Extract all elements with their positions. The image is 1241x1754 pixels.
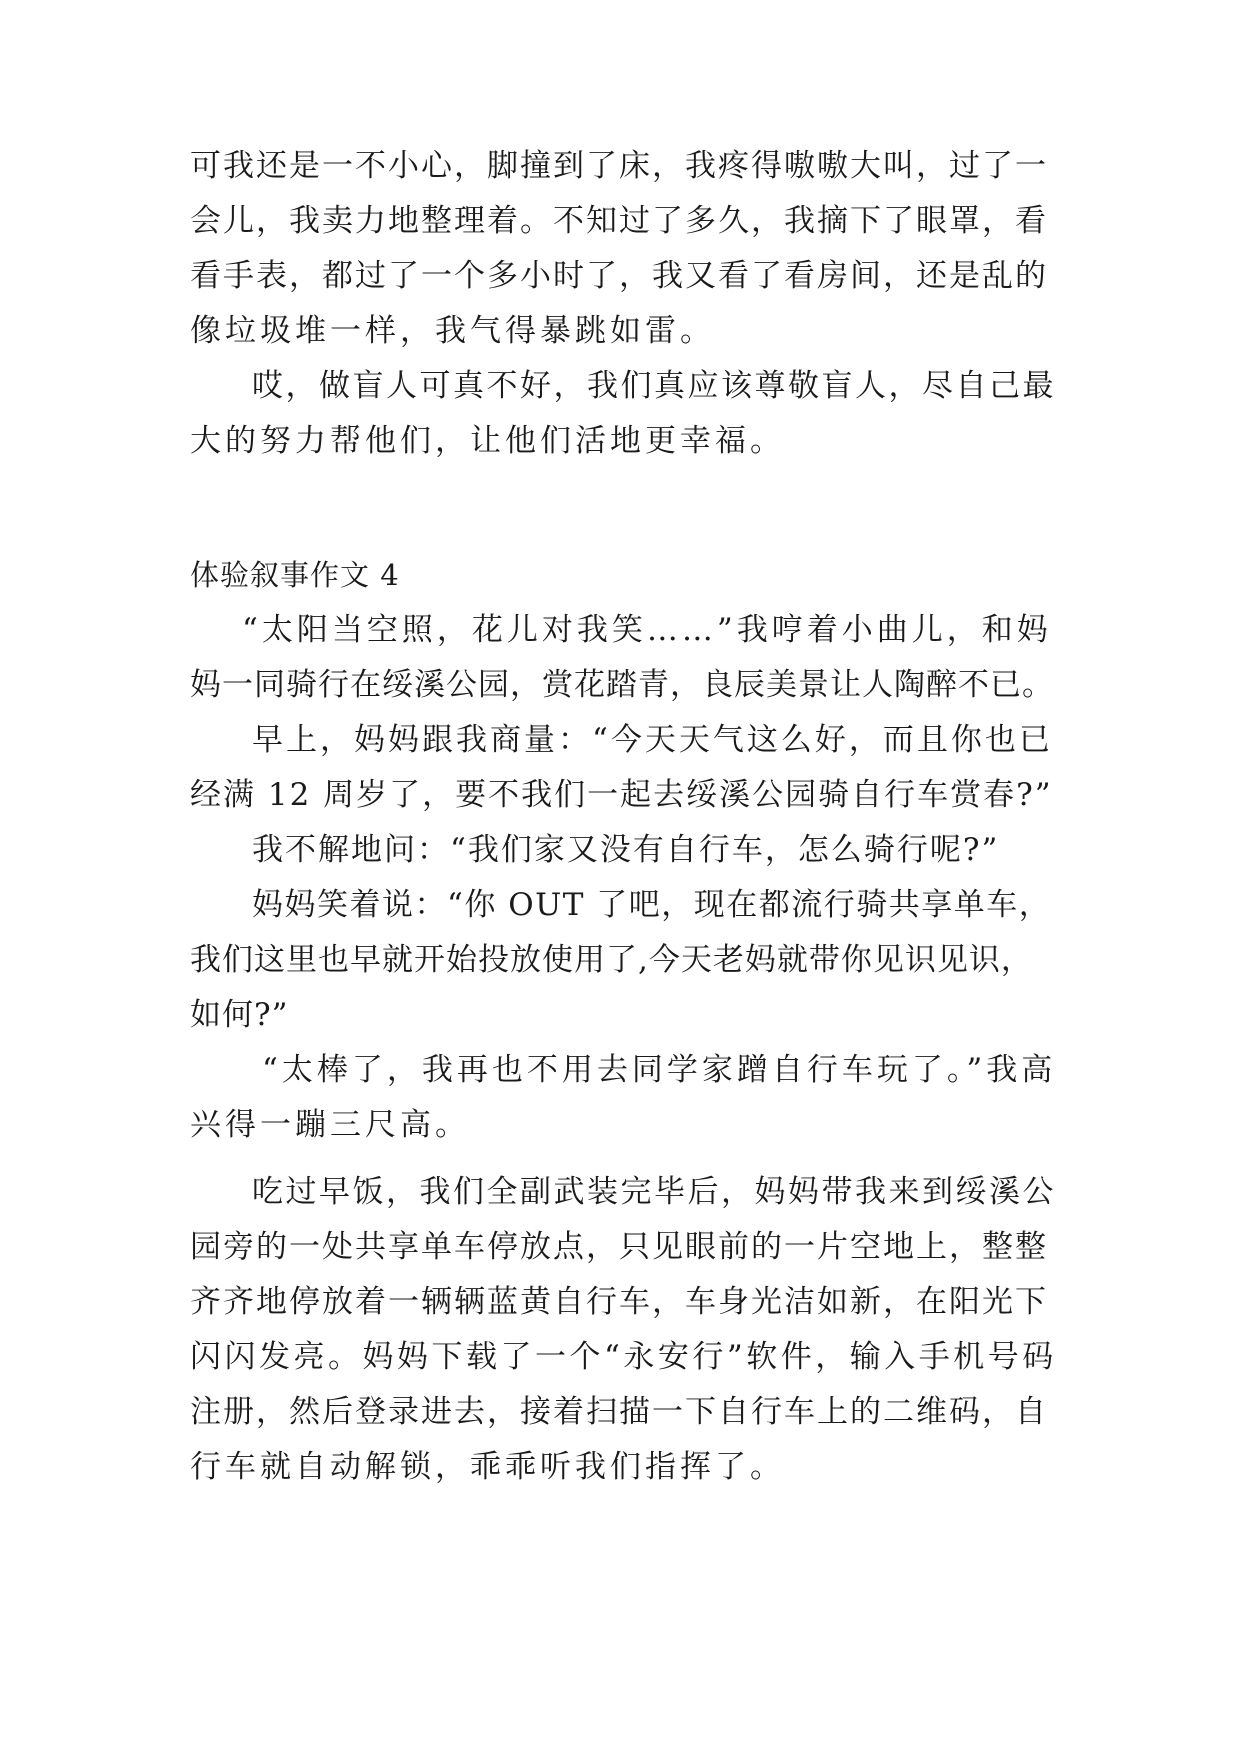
paragraph-line: 早上，妈妈跟我商量：“今天天气这么好，而且你也已 — [252, 722, 1053, 758]
paragraph-line: 妈一同骑行在绥溪公园，赏花踏青，良辰美景让人陶醉不已。 — [190, 667, 1054, 703]
paragraph-line: 可我还是一不小心，脚撞到了床，我疼得嗷嗷大叫，过了一 — [190, 148, 1048, 184]
paragraph-line: 注册，然后登录进去，接着扫描一下自行车上的二维码，自 — [190, 1394, 1048, 1430]
paragraph-line: 大的努力帮他们，让他们活地更幸福。 — [190, 423, 785, 459]
paragraph-line: “太阳当空照，花儿对我笑……”我哼着小曲儿，和妈 — [242, 612, 1052, 648]
paragraph-line: 闪闪发亮。妈妈下载了一个“永安行”软件，输入手机号码 — [190, 1339, 1057, 1375]
paragraph-line: 看手表，都过了一个多小时了，我又看了看房间，还是乱的 — [190, 258, 1048, 294]
paragraph-line: 哎，做盲人可真不好，我们真应该尊敬盲人，尽自己最 — [252, 368, 1056, 404]
paragraph-line: 我不解地问：“我们家又没有自行车，怎么骑行呢?” — [252, 832, 1000, 868]
section-title: 体验叙事作文 4 — [190, 558, 400, 592]
paragraph-line: 会儿，我卖力地整理着。不知过了多久，我摘下了眼罩，看 — [190, 203, 1048, 239]
paragraph-line: 兴得一蹦三尺高。 — [190, 1107, 470, 1143]
paragraph-line: 园旁的一处共享单车停放点，只见眼前的一片空地上，整整 — [190, 1229, 1048, 1265]
paragraph-line: 如何?” — [190, 997, 289, 1033]
paragraph-line: 妈妈笑着说：“你 OUT 了吧，现在都流行骑共享单车， — [252, 887, 1052, 923]
paragraph-line: 我们这里也早就开始投放使用了,今天老妈就带你见识见识， — [190, 942, 1033, 978]
paragraph-line: 像垃圾堆一样，我气得暴跳如雷。 — [190, 313, 715, 349]
paragraph-line: “太棒了，我再也不用去同学家蹭自行车玩了。”我高 — [262, 1052, 1057, 1088]
paragraph-line: 经满 12 周岁了，要不我们一起去绥溪公园骑自行车赏春?” — [190, 777, 1053, 813]
paragraph-line: 行车就自动解锁，乖乖听我们指挥了。 — [190, 1449, 785, 1485]
paragraph-line: 齐齐地停放着一辆辆蓝黄自行车，车身光洁如新，在阳光下 — [190, 1284, 1048, 1320]
paragraph-line: 吃过早饭，我们全副武装完毕后，妈妈带我来到绥溪公 — [252, 1174, 1056, 1210]
